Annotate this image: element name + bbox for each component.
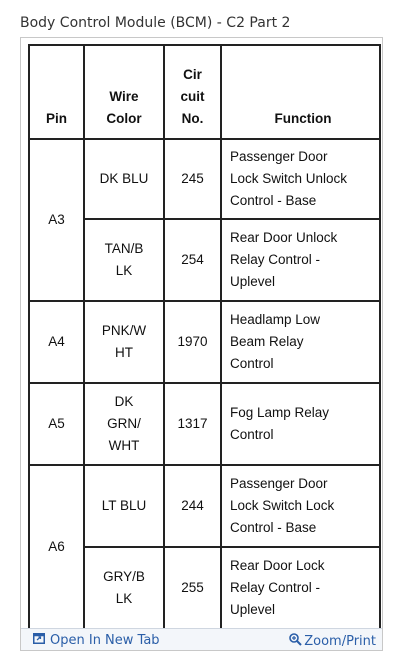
circuit-cell: 254 <box>164 219 221 301</box>
table-row <box>29 383 380 465</box>
connector-pinout-table <box>28 44 381 630</box>
pin-cell: A3 <box>29 139 84 301</box>
zoom-print-link[interactable] <box>289 633 376 650</box>
open-in-new-tab-label: Open In New Tab <box>50 633 160 648</box>
header-row <box>29 45 380 139</box>
pin-cell: A5 <box>29 383 84 465</box>
image-frame <box>20 37 383 651</box>
function-cell: Headlamp Low Beam Relay Control <box>221 301 380 383</box>
wire-color-cell: GRY/B LK <box>84 547 164 629</box>
circuit-cell: 245 <box>164 139 221 219</box>
table-row <box>29 465 380 547</box>
header-wire-color: Wire Color <box>84 45 164 139</box>
wire-color-cell: PNK/W HT <box>84 301 164 383</box>
zoom-print-label: Zoom/Print <box>304 634 376 649</box>
open-in-new-tab-link[interactable] <box>33 633 160 648</box>
wire-color-cell: DK BLU <box>84 139 164 219</box>
circuit-cell: 244 <box>164 465 221 547</box>
function-cell: Passenger Door Lock Switch Unlock Control - Base <box>221 139 380 219</box>
header-circuit-no: Cir cuit No. <box>164 45 221 139</box>
header-function: Function <box>221 45 380 139</box>
document-caption: Body Control Module (BCM) - C2 Part 2 <box>20 15 291 31</box>
pin-cell: A6 <box>29 465 84 629</box>
function-cell: Fog Lamp Relay Control <box>221 383 380 465</box>
header-pin: Pin <box>29 45 84 139</box>
circuit-cell: 255 <box>164 547 221 629</box>
table-row <box>29 301 380 383</box>
circuit-cell: 1317 <box>164 383 221 465</box>
wire-color-cell: DK GRN/ WHT <box>84 383 164 465</box>
table-row <box>29 139 380 219</box>
wire-color-cell: LT BLU <box>84 465 164 547</box>
function-cell: Rear Door Unlock Relay Control - Uplevel <box>221 219 380 301</box>
function-cell: Passenger Door Lock Switch Lock Control - Base <box>221 465 380 547</box>
wire-color-cell: TAN/B LK <box>84 219 164 301</box>
image-footer-bar <box>21 628 382 651</box>
function-cell: Rear Door Lock Relay Control - Uplevel <box>221 547 380 629</box>
circuit-cell: 1970 <box>164 301 221 383</box>
external-window-icon <box>33 633 45 648</box>
pin-cell: A4 <box>29 301 84 383</box>
magnifier-plus-icon <box>289 633 302 650</box>
